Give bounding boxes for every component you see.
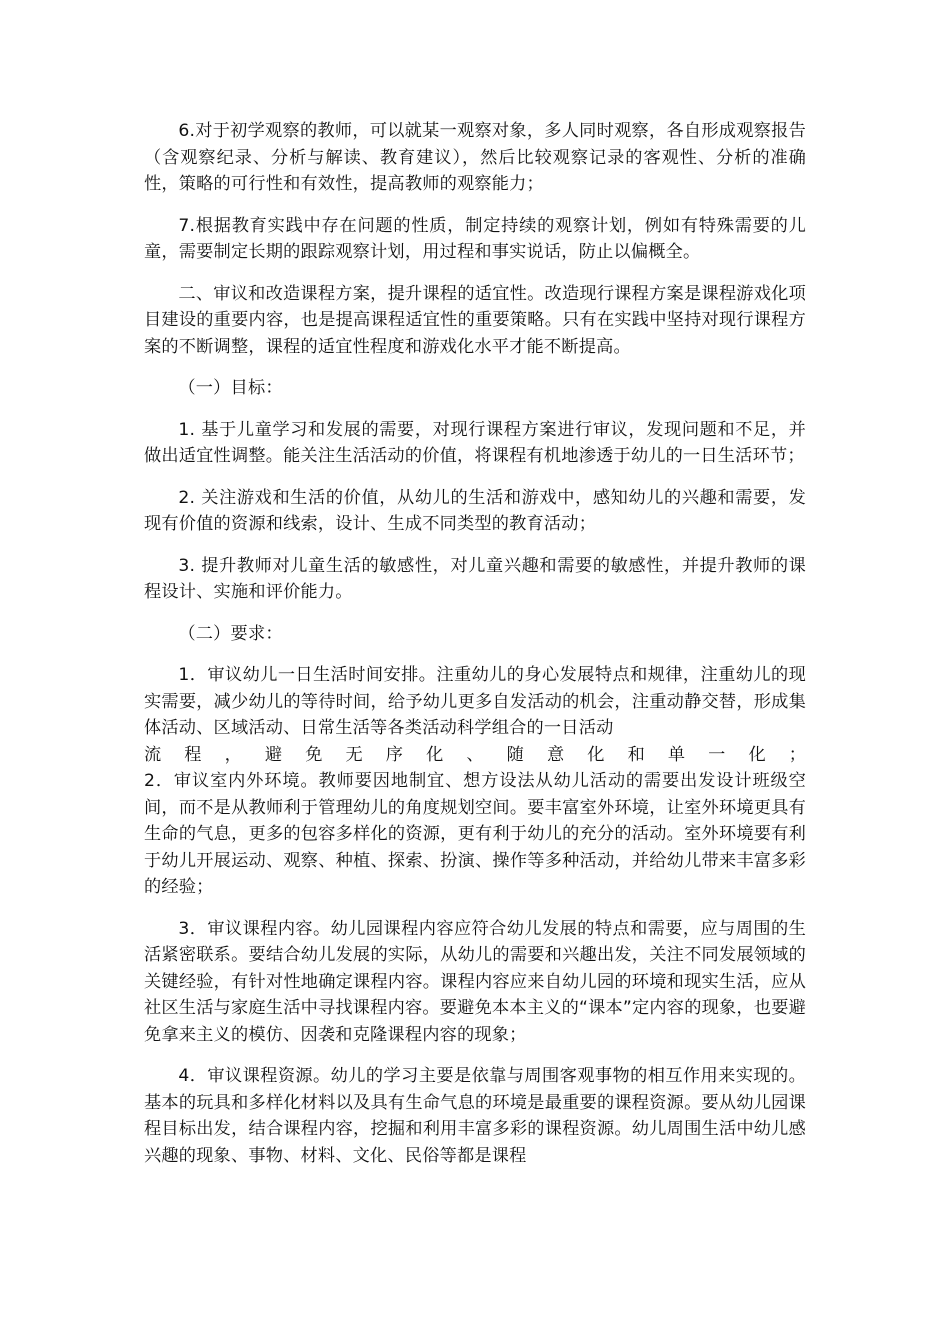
justified-char: 、 — [466, 744, 484, 765]
justified-char: 流 — [144, 744, 162, 765]
justified-char: 和 — [627, 744, 645, 765]
justified-char: 单 — [667, 744, 686, 765]
goal-item-2: 2. 关注游戏和生活的价值，从幼儿的生活和游戏中，感知幼儿的兴趣和需要，发现有价值的资源和线索，设计、生成不同类型的教育活动； — [144, 487, 806, 534]
justified-char: 序 — [385, 744, 403, 765]
justified-char: 化 — [426, 744, 444, 765]
justified-char: ； — [788, 744, 806, 765]
justified-char: 免 — [305, 744, 323, 765]
requirement-item-2: 2．审议室内外环境。教师要因地制宜、想方设法从幼儿活动的需要出发设计班级空间，而不是从教师利于管理幼儿的角度规划空间。要丰富室外环境，让室外环境更具有生命的气息，更多的包容多样化的资源，更有利于幼儿的充分的活动。室外环境要有利于幼儿开展运动、观察、种植、探索、扮演、操作等多种活动，并给幼儿带来丰富多彩的经验； — [144, 771, 806, 897]
justified-char: 程 — [184, 744, 202, 765]
requirement-item-3: 3．审议课程内容。幼儿园课程内容应符合幼儿发展的特点和需要，应与周围的生活紧密联系。要结合幼儿发展的实际，从幼儿的需要和兴趣出发，关注不同发展领域的关键经验，有针对性地确定课程内容。课程内容应来自幼儿园的环境和现实生活，应从社区生活与家庭生活中寻找课程内容。要避免本本主义的“课本”定内容的现象，也要避免拿来主义的模仿、因袭和克隆课程内容的现象； — [144, 918, 806, 1045]
requirement-item-1-justified-tail — [144, 742, 806, 769]
document-page — [144, 118, 806, 1184]
justified-char: 化 — [748, 744, 766, 765]
justified-char: 一 — [708, 744, 726, 765]
justified-char: 随 — [506, 744, 524, 765]
goals-heading: （一）目标： — [178, 378, 283, 398]
paragraph-item-6: 6.对于初学观察的教师，可以就某一观察对象，多人同时观察，各自形成观察报告（含观察纪录、分析与解读、教育建议），然后比较观察记录的客观性、分析的准确性，策略的可行性和有效性，提高教师的观察能力； — [144, 121, 806, 194]
justified-char: 避 — [264, 744, 283, 765]
goal-item-3: 3. 提升教师对儿童生活的敏感性，对儿童兴趣和需要的敏感性，并提升教师的课程设计、实施和评价能力。 — [144, 555, 806, 602]
justified-char: ， — [224, 744, 242, 765]
goal-item-1: 1. 基于儿童学习和发展的需要，对现行课程方案进行审议，发现问题和不足，并做出适宜性调整。能关注生活活动的价值，将课程有机地渗透于幼儿的一日生活环节； — [144, 419, 806, 466]
justified-char: 化 — [587, 744, 605, 765]
paragraph-item-7: 7.根据教育实践中存在问题的性质，制定持续的观察计划，例如有特殊需要的儿童，需要制定长期的跟踪观察计划，用过程和事实说话，防止以偏概全。 — [144, 215, 806, 262]
requirements-heading: （二）要求： — [178, 623, 283, 644]
justified-char: 意 — [546, 744, 565, 765]
requirement-item-4: 4．审议课程资源。幼儿的学习主要是依靠与周围客观事物的相互作用来实现的。基本的玩具和多样化材料以及具有生命气息的环境是最重要的课程资源。要从幼儿园课程目标出发，结合课程内容，挖掘和利用丰富多彩的课程资源。幼儿周围生活中幼儿感兴趣的现象、事物、材料、文化、民俗等都是课程 — [144, 1066, 806, 1166]
requirement-item-1: 1．审议幼儿一日生活时间安排。注重幼儿的身心发展特点和规律，注重幼儿的现实需要，减少幼儿的等待时间，给予幼儿更多自发活动的机会，注重动静交替，形成集体活动、区域活动、日常生活等各类活动科学组合的一日活动 — [144, 665, 806, 738]
section-2-paragraph: 二、审议和改造课程方案，提升课程的适宜性。改造现行课程方案是课程游戏化项目建设的重要内容，也是提高课程适宜性的重要策略。只有在实践中坚持对现行课程方案的不断调整，课程的适宜性程度和游戏化水平才能不断提高。 — [144, 283, 806, 357]
justified-char: 无 — [345, 744, 363, 765]
